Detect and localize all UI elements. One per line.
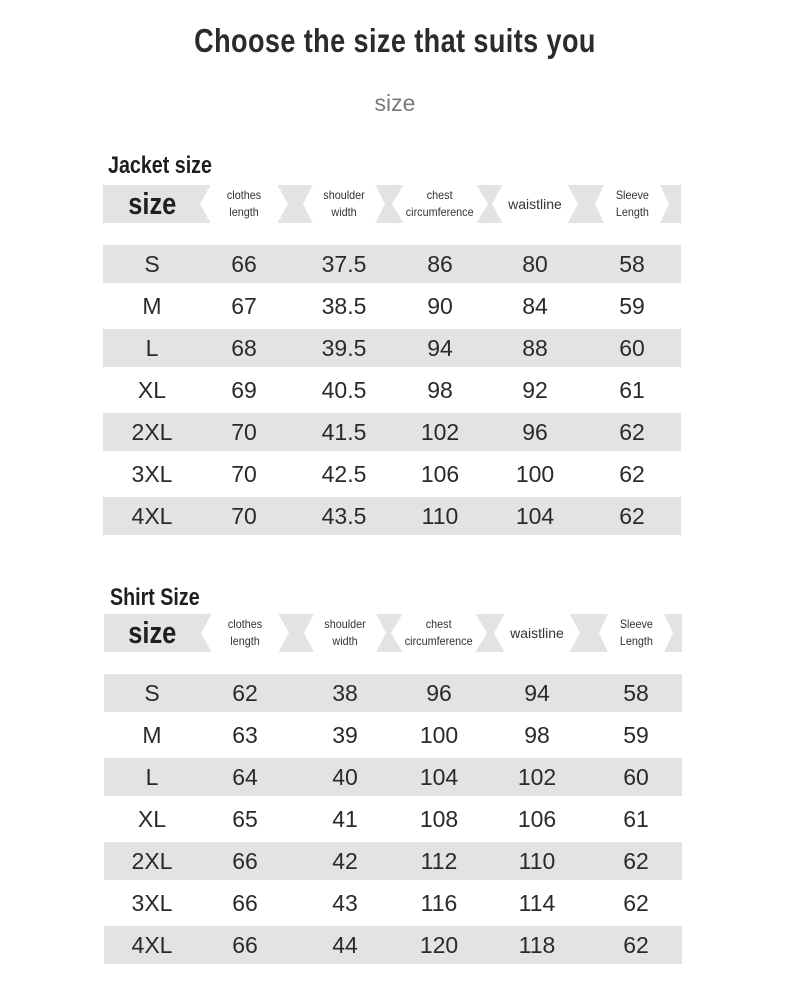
table-row [103,455,681,493]
measurement-cell: 106 [517,806,557,832]
column-header [107,179,197,229]
measure-header-label: clothes length [226,187,262,219]
measure-header-label: chest circumference [405,616,473,648]
measurement-cell: 80 [522,251,548,277]
measurement-cell: 62 [623,932,649,958]
measurement-cell: 65 [232,806,258,832]
table-row [103,371,681,409]
measurement-cell: 63 [232,722,258,748]
measurement-cell: 39 [332,722,358,748]
table-row [104,716,682,754]
measurement-cell: 41.5 [321,419,367,445]
column-header [310,608,380,658]
measurement-cell: 94 [427,335,453,361]
table-row [104,926,682,964]
column-header [494,608,580,658]
size-cell: S [144,680,160,706]
measurement-cell: 64 [232,764,258,790]
table-row [103,287,681,325]
measurement-cell: 100 [419,722,459,748]
column-header [391,608,487,658]
size-cell: 3XL [131,461,173,487]
measurement-cell: 120 [419,932,459,958]
table-row [104,800,682,838]
table-row [103,497,681,535]
table-row [104,674,682,712]
measure-header-label: Sleeve Length [619,616,653,648]
measurement-cell: 38.5 [321,293,367,319]
size-header-label: size [127,185,177,221]
measurement-cell: 90 [427,293,453,319]
measurement-cell: 59 [619,293,645,319]
measurement-cell: 37.5 [321,251,367,277]
measurement-cell: 69 [231,377,257,403]
measurement-cell: 102 [420,419,460,445]
table-row [104,758,682,796]
measurement-cell: 62 [623,848,649,874]
measurement-cell: 98 [427,377,453,403]
measurement-cell: 108 [419,806,459,832]
jacket-section-title: Jacket size [108,152,212,179]
column-header [492,179,578,229]
measurement-cell: 70 [231,503,257,529]
column-header [599,608,673,658]
measurement-cell: 116 [420,890,458,916]
page-subtitle: size [374,90,416,116]
measurement-cell: 102 [517,764,557,790]
size-cell: S [144,251,160,277]
measurement-cell: 118 [518,932,556,958]
measurement-cell: 110 [518,848,556,874]
size-cell: XL [137,806,167,832]
measurement-cell: 62 [232,680,258,706]
measurement-cell: 44 [332,932,358,958]
measurement-cell: 58 [619,251,645,277]
measurement-cell: 40.5 [321,377,367,403]
table-row [103,245,681,283]
measurement-cell: 40 [332,764,358,790]
shirt-section-title: Shirt Size [110,584,200,611]
measurement-cell: 70 [231,419,257,445]
measurement-cell: 43 [332,890,358,916]
measurement-cell: 104 [419,764,459,790]
measure-header-label: shoulder width [324,616,366,648]
measurement-cell: 67 [231,293,257,319]
measurement-cell: 41 [332,806,358,832]
measurement-cell: 68 [231,335,257,361]
size-cell: 3XL [131,890,173,916]
size-header-label: size [127,614,177,650]
size-cell: 2XL [131,419,173,445]
measurement-cell: 66 [232,848,258,874]
column-header [205,179,283,229]
measurement-cell: 38 [332,680,358,706]
measurement-cell: 70 [231,461,257,487]
size-cell: 2XL [131,848,173,874]
measurement-cell: 98 [524,722,550,748]
size-cell: 4XL [131,932,173,958]
measurement-cell: 42 [332,848,358,874]
column-header [206,608,284,658]
measurement-cell: 62 [619,461,645,487]
column-header [392,179,488,229]
measure-header-label: waistline [508,195,562,212]
measurement-cell: 58 [623,680,649,706]
measure-header-label: shoulder width [323,187,365,219]
measurement-cell: 60 [619,335,645,361]
measure-header-label: Sleeve Length [615,187,649,219]
measurement-cell: 104 [515,503,555,529]
measurement-cell: 110 [421,503,459,529]
measurement-cell: 94 [524,680,550,706]
measurement-cell: 84 [522,293,548,319]
page-title: Choose the size that suits you [194,22,596,59]
table-row [103,329,681,367]
measure-header-label: chest circumference [406,187,474,219]
measurement-cell: 61 [619,377,645,403]
column-header [309,179,379,229]
measurement-cell: 66 [232,890,258,916]
size-cell: M [142,293,162,319]
measurement-cell: 112 [420,848,458,874]
table-row [103,413,681,451]
measurement-cell: 60 [623,764,649,790]
size-cell: L [145,335,159,361]
measurement-cell: 43.5 [321,503,367,529]
measurement-cell: 62 [619,419,645,445]
size-cell: 4XL [131,503,173,529]
size-cell: XL [137,377,167,403]
measure-header-label: clothes length [227,616,263,648]
measurement-cell: 42.5 [321,461,367,487]
measurement-cell: 86 [427,251,453,277]
table-row [104,842,682,880]
measure-header-label: waistline [510,624,564,641]
measurement-cell: 39.5 [321,335,367,361]
column-header [107,608,197,658]
measurement-cell: 100 [515,461,555,487]
table-row [104,884,682,922]
size-cell: L [145,764,159,790]
measurement-cell: 66 [232,932,258,958]
measurement-cell: 61 [623,806,649,832]
measurement-cell: 106 [420,461,460,487]
measurement-cell: 62 [623,890,649,916]
measurement-cell: 92 [522,377,548,403]
size-cell: M [142,722,162,748]
measurement-cell: 88 [522,335,548,361]
measurement-cell: 96 [522,419,548,445]
measurement-cell: 59 [623,722,649,748]
measurement-cell: 66 [231,251,257,277]
measurement-cell: 114 [518,890,556,916]
measurement-cell: 96 [426,680,452,706]
measurement-cell: 62 [619,503,645,529]
column-header [595,179,669,229]
